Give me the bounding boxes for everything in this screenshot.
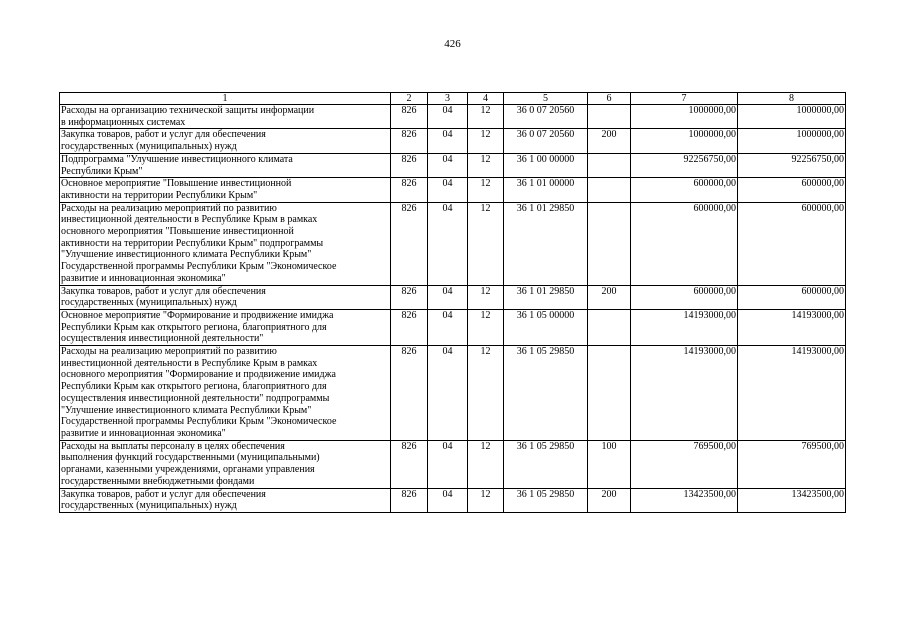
expense-type-cell [588,178,631,202]
table-row [60,105,846,129]
ministry-code-cell: 826 [391,105,428,129]
expense-type-cell [588,105,631,129]
amount-cell-2: 600000,00 [738,178,846,202]
amount-cell-1: 1000000,00 [631,105,738,129]
expense-name-cell: Расходы на выплаты персоналу в целях обеспечения выполнения функций государственными (муниципальными) органами, казенными учреждениями, органами управления государственными внебюджетными фондами [60,440,391,488]
amount-cell-2: 14193000,00 [738,309,846,345]
amount-cell-1: 92256750,00 [631,153,738,177]
table-row [60,285,846,309]
page-number: 426 [444,38,461,50]
table-header-row [60,93,846,105]
expense-name-cell: Основное мероприятие "Формирование и продвижение имиджа Республики Крым как открытого региона, благоприятного для осуществления инвестиционной деятельности" [60,309,391,345]
subsection-code-cell: 12 [468,178,504,202]
header-cell-5: 5 [504,93,588,105]
amount-cell-1: 769500,00 [631,440,738,488]
section-code-cell: 04 [428,488,468,512]
amount-cell-2: 600000,00 [738,285,846,309]
table-row [60,178,846,202]
target-article-cell: 36 1 01 29850 [504,202,588,285]
expense-name-cell: Расходы на реализацию мероприятий по развитию инвестиционной деятельности в Республике Крым в рамках основного мероприятия "Повышение инвестиционной активности на территории Республики Крым" подпрограммы "Улучшение инвестиционного климата Республики Крым" Государственной программы Республики Крым "Экономическое развитие и инновационная экономика" [60,202,391,285]
amount-cell-2: 769500,00 [738,440,846,488]
header-cell-4: 4 [468,93,504,105]
ministry-code-cell: 826 [391,153,428,177]
expense-type-cell: 200 [588,488,631,512]
expense-name-cell: Закупка товаров, работ и услуг для обеспечения государственных (муниципальных) нужд [60,285,391,309]
budget-table [59,92,846,513]
amount-cell-2: 13423500,00 [738,488,846,512]
expense-type-cell: 200 [588,285,631,309]
expense-name-cell: Закупка товаров, работ и услуг для обеспечения государственных (муниципальных) нужд [60,129,391,153]
ministry-code-cell: 826 [391,440,428,488]
amount-cell-2: 14193000,00 [738,346,846,441]
table-row [60,153,846,177]
expense-name-cell: Расходы на реализацию мероприятий по развитию инвестиционной деятельности в Республике Крым в рамках основного мероприятия "Формирование и продвижение имиджа Республики Крым как открытого региона, благоприятного для осуществления инвестиционной деятельности" подпрограммы "Улучшение инвестиционного климата Республики Крым" Государственной программы Республики Крым "Экономическое развитие и инновационная экономика" [60,346,391,441]
header-cell-1: 1 [60,93,391,105]
subsection-code-cell: 12 [468,202,504,285]
header-cell-7: 7 [631,93,738,105]
header-cell-6: 6 [588,93,631,105]
amount-cell-2: 1000000,00 [738,105,846,129]
table-row [60,440,846,488]
subsection-code-cell: 12 [468,440,504,488]
table-row [60,129,846,153]
table-row [60,488,846,512]
amount-cell-2: 600000,00 [738,202,846,285]
ministry-code-cell: 826 [391,488,428,512]
expense-type-cell [588,309,631,345]
header-cell-3: 3 [428,93,468,105]
header-cell-8: 8 [738,93,846,105]
target-article-cell: 36 1 00 00000 [504,153,588,177]
target-article-cell: 36 0 07 20560 [504,129,588,153]
table-row [60,202,846,285]
table-row [60,309,846,345]
ministry-code-cell: 826 [391,346,428,441]
ministry-code-cell: 826 [391,285,428,309]
header-cell-2: 2 [391,93,428,105]
ministry-code-cell: 826 [391,129,428,153]
expense-name-cell: Основное мероприятие "Повышение инвестиционной активности на территории Республики Крым" [60,178,391,202]
target-article-cell: 36 1 05 29850 [504,346,588,441]
amount-cell-1: 13423500,00 [631,488,738,512]
section-code-cell: 04 [428,178,468,202]
subsection-code-cell: 12 [468,105,504,129]
section-code-cell: 04 [428,129,468,153]
section-code-cell: 04 [428,346,468,441]
subsection-code-cell: 12 [468,129,504,153]
target-article-cell: 36 1 05 29850 [504,440,588,488]
expense-type-cell: 200 [588,129,631,153]
amount-cell-2: 1000000,00 [738,129,846,153]
expense-type-cell: 100 [588,440,631,488]
subsection-code-cell: 12 [468,285,504,309]
table-row [60,346,846,441]
amount-cell-1: 600000,00 [631,178,738,202]
amount-cell-1: 14193000,00 [631,309,738,345]
subsection-code-cell: 12 [468,346,504,441]
target-article-cell: 36 1 01 29850 [504,285,588,309]
expense-name-cell: Подпрограмма "Улучшение инвестиционного климата Республики Крым" [60,153,391,177]
expense-type-cell [588,346,631,441]
target-article-cell: 36 1 01 00000 [504,178,588,202]
expense-type-cell [588,202,631,285]
expense-type-cell [588,153,631,177]
section-code-cell: 04 [428,440,468,488]
target-article-cell: 36 1 05 29850 [504,488,588,512]
subsection-code-cell: 12 [468,488,504,512]
section-code-cell: 04 [428,309,468,345]
target-article-cell: 36 1 05 00000 [504,309,588,345]
subsection-code-cell: 12 [468,309,504,345]
section-code-cell: 04 [428,153,468,177]
amount-cell-1: 600000,00 [631,285,738,309]
target-article-cell: 36 0 07 20560 [504,105,588,129]
amount-cell-1: 14193000,00 [631,346,738,441]
ministry-code-cell: 826 [391,202,428,285]
expense-name-cell: Расходы на организацию технической защиты информации в информационных системах [60,105,391,129]
section-code-cell: 04 [428,202,468,285]
section-code-cell: 04 [428,285,468,309]
amount-cell-2: 92256750,00 [738,153,846,177]
ministry-code-cell: 826 [391,178,428,202]
amount-cell-1: 1000000,00 [631,129,738,153]
subsection-code-cell: 12 [468,153,504,177]
amount-cell-1: 600000,00 [631,202,738,285]
expense-name-cell: Закупка товаров, работ и услуг для обеспечения государственных (муниципальных) нужд [60,488,391,512]
ministry-code-cell: 826 [391,309,428,345]
section-code-cell: 04 [428,105,468,129]
